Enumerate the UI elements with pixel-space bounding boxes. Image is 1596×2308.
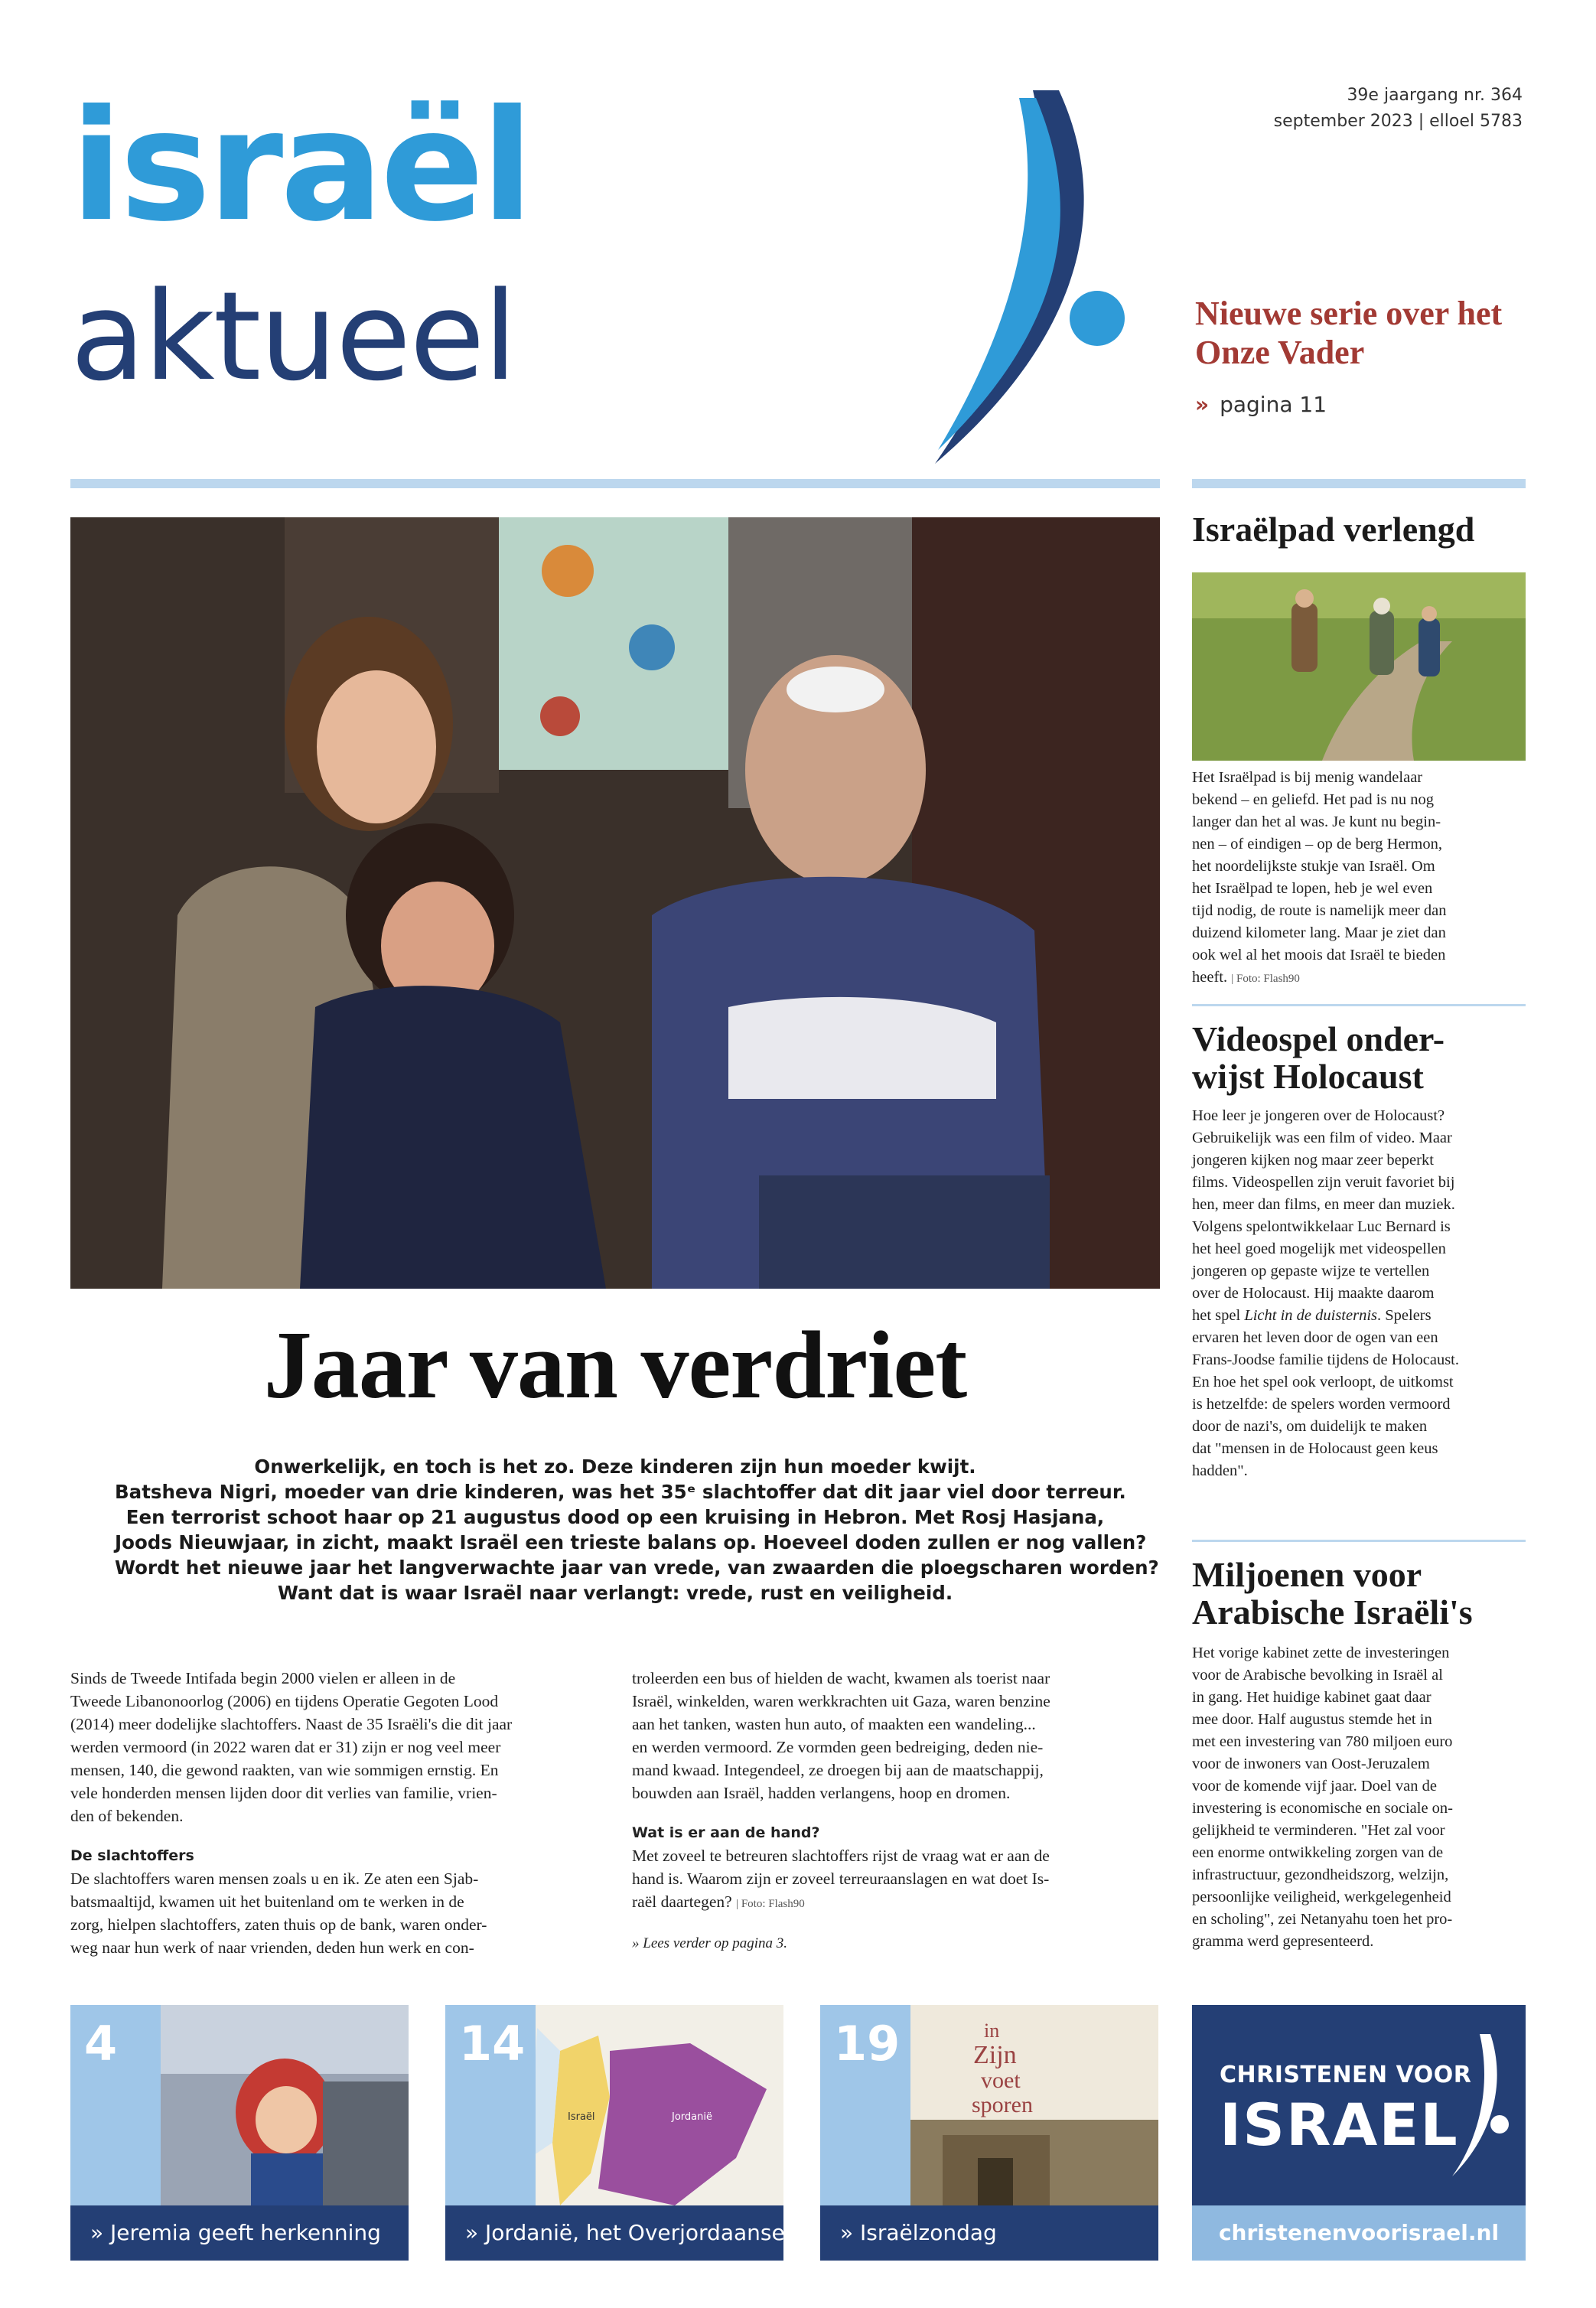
teaser-caption: » Jordanië, het Overjordaanse <box>465 2220 785 2245</box>
body-line: voor de komende vijf jaar. Doel van de <box>1192 1778 1437 1795</box>
body-line: troleerden een bus of hielden de wacht, kwamen als toerist naar <box>632 1669 1050 1687</box>
body-line: ook wel al het moois dat Israël te bieden <box>1192 947 1446 963</box>
cvi-website-link[interactable]: christenenvoorisrael.nl <box>1192 2205 1526 2261</box>
body-line: Gebruikelijk was een film of video. Maar <box>1192 1130 1452 1146</box>
body-line: hadden". <box>1192 1462 1248 1479</box>
trail-photo-illustration <box>1192 572 1526 761</box>
divider-side <box>1192 479 1526 488</box>
subheading: De slachtoffers <box>70 1847 194 1864</box>
photo-credit: | Foto: Flash90 <box>1231 973 1300 985</box>
heading-line: Videospel onder- <box>1192 1019 1445 1058</box>
body-line: (2014) meer dodelijke slachtoffers. Naast de 35 Israëli's die dit jaar <box>70 1715 513 1733</box>
page-number: 14 <box>445 2005 536 2205</box>
cover-title-line: sporen <box>972 2092 1033 2117</box>
lead-line: Wordt het nieuwe jaar het langverwachte jaar van vrede, van zwaarden die ploegscharen worden? <box>115 1557 1159 1579</box>
body-line: Tweede Libanonoorlog (2006) en tijdens Operatie Gegoten Lood <box>70 1692 499 1710</box>
cvi-logo-box[interactable] <box>1192 2005 1526 2261</box>
main-headline: Jaar van verdriet <box>263 1312 967 1419</box>
sidebar-heading-israelpad[interactable]: Israëlpad verlengd <box>1192 510 1475 549</box>
heading-line: Miljoenen voor <box>1192 1555 1422 1594</box>
body-line: jongeren kijken nog maar zeer beperkt <box>1192 1152 1434 1169</box>
sidebar-divider <box>1192 1004 1526 1006</box>
body-line: hand is. Waarom zijn er zoveel terreuraanslagen en wat doet Is- <box>632 1870 1050 1888</box>
cvi-slash-dot-icon <box>1452 2034 1513 2179</box>
cvi-logo-line1: CHRISTENEN VOOR <box>1220 2062 1472 2088</box>
body-line: batsmaaltijd, kwamen uit het buitenland om te werken in de <box>70 1892 464 1911</box>
body-line: ervaren het leven door de ogen van een <box>1192 1329 1438 1346</box>
body-text: raël daartegen? <box>632 1892 732 1911</box>
body-line: films. Videospellen zijn veruit favoriet bij <box>1192 1174 1455 1191</box>
promo-link-text: pagina 11 <box>1220 392 1327 417</box>
body-line: in gang. Het huidige kabinet gaat daar <box>1192 1689 1432 1706</box>
body-line: gramma werd gepresenteerd. <box>1192 1933 1374 1950</box>
body-line: En hoe het spel ook verloopt, de uitkomst <box>1192 1374 1454 1390</box>
sidebar-heading-miljoenen[interactable] <box>1192 1557 1529 1632</box>
divider-main <box>70 479 1160 488</box>
body-line: duizend kilometer lang. Maar je ziet dan <box>1192 924 1446 941</box>
body-line: bekend – en geliefd. Het pad is nu nog <box>1192 791 1434 808</box>
body-line: bouwden aan Israël, hadden verlangens, hoop en dromen. <box>632 1784 1011 1802</box>
body-line: tijd nodig, de route is namelijk meer dan <box>1192 902 1447 919</box>
body-line: weg naar hun werk of naar vrienden, deden hun werk en con- <box>70 1938 474 1957</box>
page-number: 4 <box>70 2005 161 2205</box>
body-line: zorg, hielpen slachtoffers, zaten thuis op de bank, waren onder- <box>70 1915 487 1934</box>
body-line: Israël, winkelden, waren werkkrachten uit Gaza, waren benzine <box>632 1692 1050 1710</box>
article-column-1 <box>70 1667 598 1959</box>
read-more-link[interactable]: » Lees verder op pagina 3. <box>632 1935 787 1951</box>
map-label-israel: Israël <box>568 2111 595 2123</box>
body-line: Volgens spelontwikkelaar Luc Bernard is <box>1192 1218 1451 1235</box>
body-line: mand kwaad. Integendeel, ze droegen bij aan de maatschappij, <box>632 1761 1044 1779</box>
body-text: het spel <box>1192 1307 1245 1324</box>
map-label-jordan: Jordanië <box>672 2111 712 2123</box>
article-column-2 <box>632 1667 1160 1955</box>
cover-title-line: Zijn <box>973 2041 1017 2069</box>
logo-israel: israël <box>70 77 531 256</box>
lead-line: Onwerkelijk, en toch is het zo. Deze kinderen zijn hun moeder kwijt. <box>254 1456 976 1478</box>
promo-title[interactable]: Nieuwe serie over het Onze Vader <box>1195 295 1503 372</box>
body-line: vele honderden mensen lijden door dit verlies van familie, vrien- <box>70 1784 497 1802</box>
body-line: Hoe leer je jongeren over de Holocaust? <box>1192 1107 1445 1124</box>
body-line: met een investering van 780 miljoen euro <box>1192 1733 1453 1750</box>
photo-credit: | Foto: Flash90 <box>736 1898 805 1910</box>
lead-line: Joods Nieuwjaar, in zicht, maakt Israël een trieste balans op. Hoeveel doden zullen er nog vallen? <box>115 1531 1147 1553</box>
body-line: Het vorige kabinet zette de investeringen <box>1192 1645 1450 1661</box>
body-line: De slachtoffers waren mensen zoals u en ik. Ze aten een Sjab- <box>70 1870 479 1888</box>
body-line: mee door. Half augustus stemde het in <box>1192 1711 1432 1728</box>
trail-photo <box>1192 572 1526 761</box>
cover-title-line: in <box>984 2020 1000 2042</box>
chevron-right-icon: » <box>1195 392 1210 417</box>
body-line: door de nazi's, om duidelijk te maken <box>1192 1418 1428 1435</box>
body-line: het Israëlpad te lopen, heb je wel even <box>1192 880 1433 897</box>
body-line: den of bekenden. <box>70 1807 184 1825</box>
body-line: en scholing", zei Netanyahu toen het pro- <box>1192 1911 1453 1928</box>
subheading: Wat is er aan de hand? <box>632 1824 820 1841</box>
sidebar-divider <box>1192 1540 1526 1542</box>
body-text: heeft. <box>1192 969 1228 986</box>
body-line: mensen, 140, die gewond raakten, van wie sommigen ernstig. En <box>70 1761 499 1779</box>
cvi-logo-line2: ISRAEL <box>1220 2091 1459 2159</box>
heading-line: Arabische Israëli's <box>1192 1592 1473 1632</box>
body-line: voor de Arabische bevolking in Israël al <box>1192 1667 1443 1684</box>
body-line: nen – of eindigen – op de berg Hermon, <box>1192 836 1442 852</box>
main-photo-illustration <box>70 517 1160 1289</box>
issue-date: september 2023 | elloel 5783 <box>1273 112 1523 131</box>
body-line: investering is economische en sociale on- <box>1192 1800 1453 1817</box>
game-title: Licht in de duisternis <box>1244 1307 1378 1324</box>
body-line: is hetzelfde: de spelers worden vermoord <box>1192 1396 1451 1413</box>
sidebar-text-miljoenen <box>1192 1642 1526 1953</box>
body-line: aan het tanken, wasten hun auto, of maakten een wandeling... <box>632 1715 1036 1733</box>
body-line: het heel goed mogelijk met videospellen <box>1192 1240 1446 1257</box>
body-line <box>1192 1305 1526 1327</box>
heading-line: wijst Holocaust <box>1192 1056 1424 1096</box>
body-line: Met zoveel te betreuren slachtoffers rijst de vraag wat er aan de <box>632 1847 1050 1865</box>
main-photo <box>70 517 1160 1289</box>
logo-slash-dot-icon <box>935 90 1164 473</box>
body-line: dat "mensen in de Holocaust geen keus <box>1192 1440 1438 1457</box>
body-line: en werden vermoord. Ze vormden geen bedreiging, deden nie- <box>632 1738 1044 1756</box>
teaser-caption: » Israëlzondag <box>840 2220 997 2245</box>
lead-line: Een terrorist schoot haar op 21 augustus dood op een kruising in Hebron. Met Rosj Hasjana, <box>125 1506 1105 1528</box>
body-line: gelijkheid te verminderen. "Het zal voor <box>1192 1822 1445 1839</box>
body-line <box>1192 967 1526 990</box>
teaser-box-jeremia[interactable] <box>70 2005 409 2261</box>
body-line: hen, meer dan films, en meer dan muziek. <box>1192 1196 1455 1213</box>
body-line: Het Israëlpad is bij menig wandelaar <box>1192 769 1423 786</box>
teaser-caption: » Jeremia geeft herkenning <box>90 2220 381 2245</box>
body-line: infrastructuur, gezondheidszorg, welzijn, <box>1192 1866 1449 1883</box>
sidebar-text-videospel <box>1192 1105 1526 1482</box>
issue-number: 39e jaargang nr. 364 <box>1347 86 1523 105</box>
logo-aktueel: aktueel <box>70 265 516 408</box>
lead-line: Want dat is waar Israël naar verlangt: vrede, rust en veiligheid. <box>277 1582 953 1604</box>
body-line: een enorme ontwikkeling zorgen van de <box>1192 1844 1444 1861</box>
body-line: Sinds de Tweede Intifada begin 2000 vielen er alleen in de <box>70 1669 456 1687</box>
promo-link[interactable] <box>1195 392 1327 417</box>
body-line: jongeren op gepaste wijze te vertellen <box>1192 1263 1430 1280</box>
body-line: langer dan het al was. Je kunt nu begin- <box>1192 813 1441 830</box>
body-line: over de Holocaust. Hij maakte daarom <box>1192 1285 1435 1302</box>
lead-paragraph <box>115 1454 1159 1605</box>
body-line <box>632 1890 1160 1915</box>
sidebar-text-israelpad <box>1192 767 1526 990</box>
teaser-box-jordanie[interactable] <box>445 2005 783 2261</box>
sidebar-heading-videospel[interactable] <box>1192 1021 1529 1096</box>
body-line: werden vermoord (in 2022 waren dat er 31) zijn er nog veel meer <box>70 1738 501 1756</box>
body-line: persoonlijke veiligheid, werkgelegenheid <box>1192 1889 1451 1905</box>
body-line: het noordelijkste stukje van Israël. Om <box>1192 858 1435 875</box>
page-number: 19 <box>820 2005 910 2205</box>
teaser-box-israelzondag[interactable] <box>820 2005 1158 2261</box>
cover-title-line: voet <box>981 2068 1021 2093</box>
body-line: voor de inwoners van Oost-Jeruzalem <box>1192 1755 1430 1772</box>
body-line: Frans-Joodse familie tijdens de Holocaust. <box>1192 1351 1460 1368</box>
body-text: . Spelers <box>1377 1307 1432 1324</box>
lead-line: Batsheva Nigri, moeder van drie kinderen, was het 35ᵉ slachtoffer dat dit jaar viel door terreur. <box>115 1481 1126 1503</box>
